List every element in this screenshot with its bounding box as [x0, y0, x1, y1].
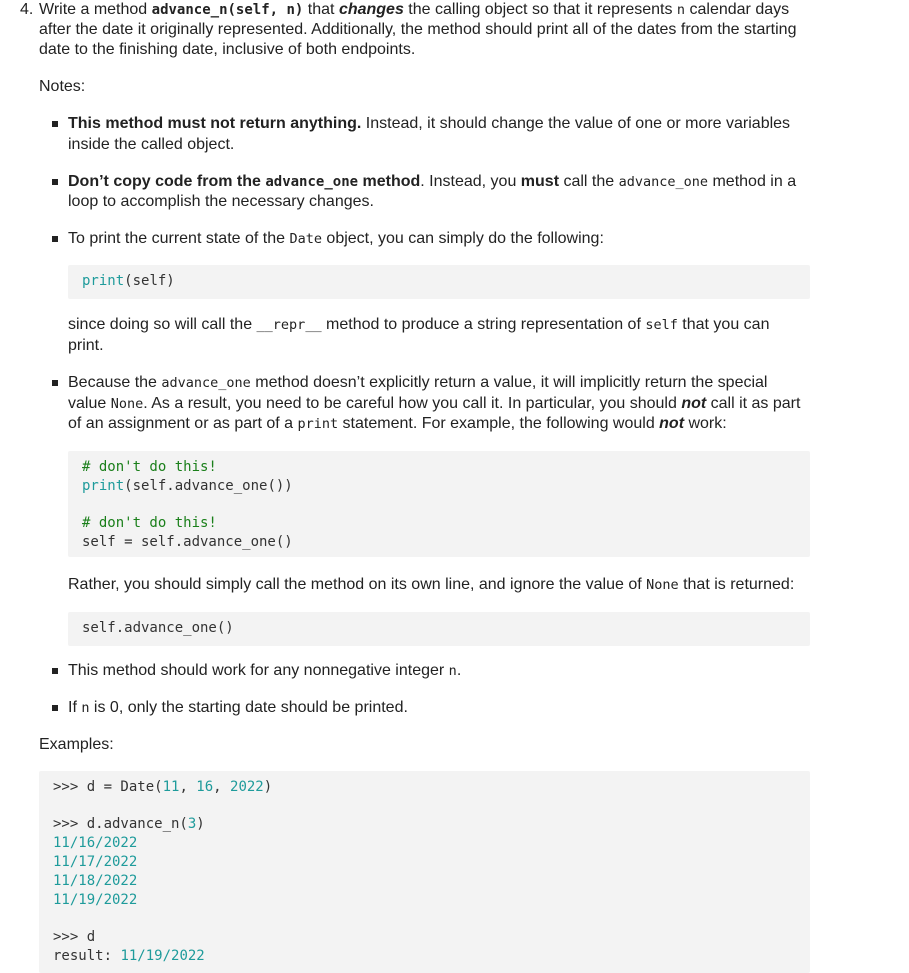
code-block-print-self — [68, 265, 810, 299]
note-3-after-line-2: print. — [68, 337, 104, 354]
bullet-icon — [52, 668, 58, 674]
output-line: 11/19/2022 — [53, 892, 138, 908]
bullet-icon — [52, 380, 58, 386]
code-line: self = self.advance_one() — [82, 534, 293, 550]
code-line: >>> d — [53, 929, 96, 945]
code-block-good-example — [68, 612, 810, 646]
rather-line: Rather, you should simply call the method on its own line, and ignore the value of None that is returned: — [68, 576, 795, 593]
intro-line-2: after the date it originally represented. Additionally, the method should print all of the dates from the starting — [39, 21, 797, 38]
code-line: self.advance_one() — [82, 620, 234, 636]
notes-label: Notes: — [39, 78, 86, 95]
bullet-icon — [52, 121, 58, 127]
examples-label: Examples: — [39, 736, 114, 753]
note-3-after-line-1: since doing so will call the __repr__ method to produce a string representation of self that you can — [68, 316, 770, 333]
bullet-icon — [52, 236, 58, 242]
note-5-line: This method should work for any nonnegative integer n. — [68, 662, 462, 679]
intro-line-1: Write a method advance_n(self, n) that changes the calling object so that it represents n calendar days — [39, 1, 790, 18]
code-comment: # don't do this! — [82, 459, 217, 475]
note-2-line-1: Don’t copy code from the advance_one method. Instead, you must call the advance_one method in a — [68, 173, 797, 190]
note-6-line: If n is 0, only the starting date should be printed. — [68, 699, 408, 716]
bullet-icon — [52, 705, 58, 711]
note-4-line-2: value None. As a result, you need to be careful how you call it. In particular, you should not call it as part — [68, 395, 801, 412]
code-comment: # don't do this! — [82, 515, 217, 531]
note-1-line-1: This method must not return anything. Instead, it should change the value of one or more variables — [68, 115, 791, 132]
note-1-line-2: inside the called object. — [68, 136, 235, 153]
intro-line-3: date to the finishing date, inclusive of both endpoints. — [39, 41, 416, 58]
code-block-bad-examples — [68, 451, 810, 557]
result-line: result: 11/19/2022 — [53, 948, 205, 964]
method-signature-code: advance_n(self, n) — [151, 2, 304, 18]
code-line: print(self.advance_one()) — [82, 478, 293, 494]
note-4-line-1: Because the advance_one method doesn’t explicitly return a value, it will implicitly return the special — [68, 374, 768, 391]
output-line: 11/18/2022 — [53, 873, 138, 889]
note-3-line-1: To print the current state of the Date object, you can simply do the following: — [68, 230, 604, 247]
code-line: print(self) — [82, 273, 175, 289]
item-number: 4. — [20, 1, 34, 18]
note-2-line-2: loop to accomplish the necessary changes. — [68, 193, 374, 210]
output-line: 11/17/2022 — [53, 854, 138, 870]
output-line: 11/16/2022 — [53, 835, 138, 851]
code-line: >>> d = Date(11, 16, 2022) — [53, 779, 273, 795]
bullet-icon — [52, 179, 58, 185]
code-line: >>> d.advance_n(3) — [53, 816, 205, 832]
note-4-line-3: of an assignment or as part of a print statement. For example, the following would not work: — [68, 415, 727, 432]
code-block-examples — [39, 771, 810, 973]
